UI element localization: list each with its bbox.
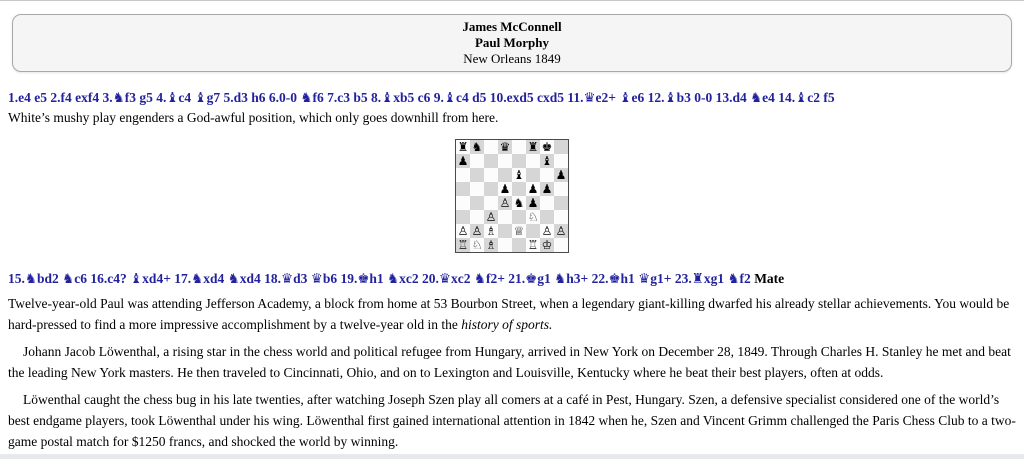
board-square	[470, 168, 484, 182]
board-square: ♜	[527, 140, 539, 154]
board-square	[456, 196, 470, 210]
board-square	[526, 168, 540, 182]
event-name: New Orleans 1849	[463, 51, 561, 66]
board-square	[484, 182, 498, 196]
board-square: ♟	[541, 182, 553, 196]
board-square: ♕	[513, 224, 525, 238]
paragraph-1	[8, 293, 1016, 335]
board-square	[554, 154, 568, 168]
board-square	[498, 238, 512, 252]
board-square: ♟	[457, 154, 469, 168]
board-square	[470, 182, 484, 196]
board-square: ♙	[555, 224, 567, 238]
board-square	[498, 224, 512, 238]
board-square	[554, 140, 568, 154]
board-square: ♙	[499, 196, 511, 210]
board-square: ♖	[457, 238, 469, 252]
moves-text-2: 15.♞bd2 ♞c6 16.c4? ♝xd4+ 17.♞xd4 ♞xd4 18.♛d3 ♛b6 19.♚h1 ♞xc2 20.♛xc2 ♞f2+ 21.♚g1 ♞h3+ 22.♚h1 ♛g1+ 23.♜xg1 ♞f2	[8, 271, 755, 286]
board-square	[470, 210, 484, 224]
board-square	[512, 210, 526, 224]
board-square: ♝	[541, 154, 553, 168]
mate-label: Mate	[754, 271, 785, 286]
board-square	[498, 210, 512, 224]
board-square	[512, 238, 526, 252]
board-square: ♘	[471, 238, 483, 252]
board-square: ♙	[541, 224, 553, 238]
board-square: ♟	[527, 196, 539, 210]
board-square: ♟	[499, 182, 511, 196]
board-square: ♞	[471, 140, 483, 154]
board-square: ♛	[499, 140, 511, 154]
board-square: ♖	[527, 238, 539, 252]
board-container	[0, 139, 1024, 253]
board-square: ♟	[527, 182, 539, 196]
board-square	[554, 238, 568, 252]
paragraph-1-text: Twelve-year-old Paul was attending Jefferson Academy, a block from home at 53 Bourbon Street, when a legendary giant-killing dwarfed his already stellar achievements. You would be hard-pressed to find a more impressive accomplishment by a twelve-year old in the	[8, 296, 1010, 332]
board-square	[498, 154, 512, 168]
paragraph-1-italic-text: history of sports.	[461, 317, 553, 332]
board-square: ♞	[513, 196, 525, 210]
white-player-name: James McConnell	[462, 19, 562, 34]
board-square: ♜	[457, 140, 469, 154]
board-square	[484, 168, 498, 182]
board-square: ♚	[541, 140, 553, 154]
board-square	[498, 168, 512, 182]
board-square	[554, 196, 568, 210]
board-square: ♔	[541, 238, 553, 252]
board-square: ♗	[485, 224, 497, 238]
paragraph-3: Löwenthal caught the chess bug in his late twenties, after watching Joseph Szen play all comers at a café in Pest, Hungary. Szen, a defensive specialist considered one of the world’s best endgame players, took Löwenthal under his wing. Löwenthal first gained international attention in 1842 when he, Szen and Vincent Grimm challenged the Paris Chess Club to a two-game postal match for $1250 francs, and shocked the world by winning.	[8, 392, 1016, 449]
board-square	[512, 154, 526, 168]
board-square	[484, 196, 498, 210]
moves-text-1: 1.e4 e5 2.f4 exf4 3.♞f3 g5 4.♝c4 ♝g7 5.d3 h6 6.0-0 ♞f6 7.c3 b5 8.♝xb5 c6 9.♝c4 d5 10.exd5 cxd5 11.♛e2+ ♝e6 12.♝b3 0-0 13.d4 ♞e4 14.♝c2 f5	[8, 90, 835, 105]
board-square	[540, 168, 554, 182]
moves-line-1	[8, 89, 1016, 106]
moves-line-2	[8, 270, 1016, 287]
paragraph-2: Johann Jacob Löwenthal, a rising star in the chess world and political refugee from Hungary, arrived in New York on December 28, 1849. Through Charles H. Stanley he met and beat the leading New York masters. He then traveled to Cincinnati, Ohio, and on to Lexington and Louisville, Kentucky where he beat their best players, often at odds.	[8, 344, 1011, 380]
board-square	[554, 210, 568, 224]
board-square	[526, 224, 540, 238]
board-square	[526, 154, 540, 168]
board-square	[456, 168, 470, 182]
board-square: ♘	[527, 210, 539, 224]
horizontal-scrollbar[interactable]	[0, 454, 1024, 459]
board-square	[484, 154, 498, 168]
board-square	[456, 182, 470, 196]
board-square	[554, 182, 568, 196]
board-square: ♟	[555, 168, 567, 182]
board-square: ♗	[485, 238, 497, 252]
board-square	[484, 140, 498, 154]
board-square	[512, 182, 526, 196]
board-square	[470, 196, 484, 210]
board-square: ♙	[471, 224, 483, 238]
board-square: ♝	[513, 168, 525, 182]
annotation-comment: White’s mushy play engenders a God-awful position, which only goes downhill from here.	[8, 110, 499, 125]
board-square: ♙	[457, 224, 469, 238]
black-player-name: Paul Morphy	[474, 35, 550, 50]
game-header-box	[12, 14, 1012, 72]
board-square	[512, 140, 526, 154]
board-square: ♙	[485, 210, 497, 224]
board-square	[540, 210, 554, 224]
board-square	[540, 196, 554, 210]
board-square	[470, 154, 484, 168]
chess-board	[455, 139, 569, 253]
board-square	[456, 210, 470, 224]
